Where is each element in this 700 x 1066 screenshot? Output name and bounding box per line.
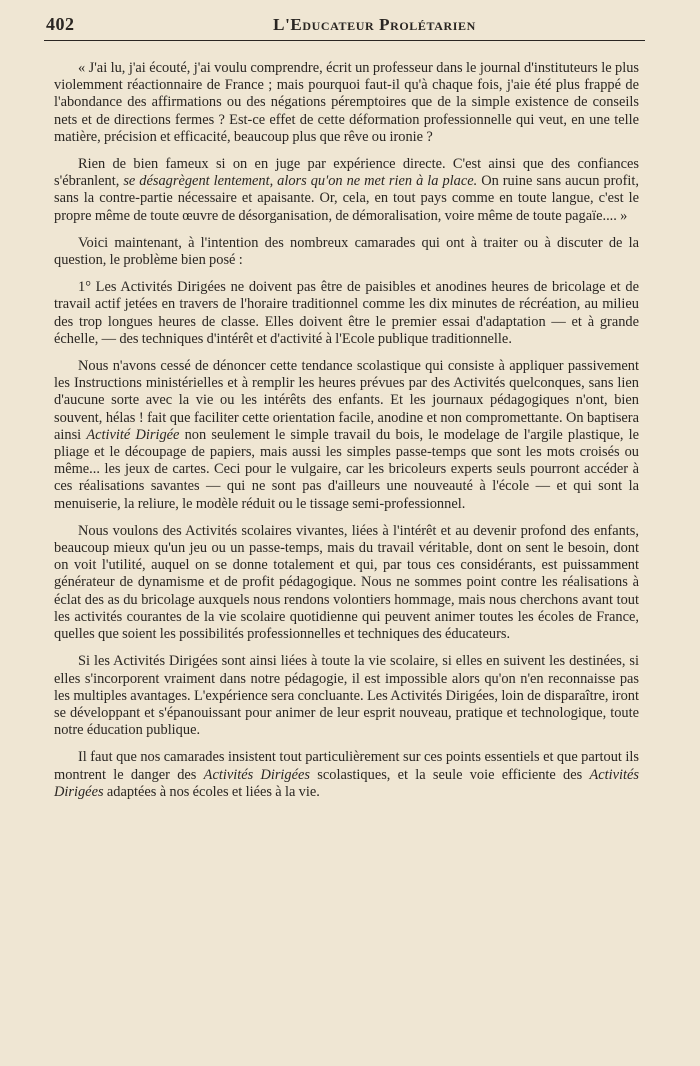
page-number: 402 xyxy=(46,14,75,34)
paragraph-text: non seulement le simple travail du bois, le modelage de l'argile plastique, le pliage et le découpage de papiers, mais aussi les simples passe-temps que sont les mots croisés ou même... les jeux de cartes. Ceci pour le vulgaire, car les bricoleurs experts seuls pourront accéder à ces réalisations savantes — qui ne sont pas d'ailleurs une nouveauté à l'école — et qui sont la menuiserie, la reliure, le modèle réduit ou le tissage semi-professionnel. xyxy=(54,426,639,512)
italic-phrase: Activités Dirigées xyxy=(54,766,640,800)
italic-phrase: Activité Dirigée xyxy=(86,426,180,443)
paragraph-vie-scolaire xyxy=(54,653,639,739)
journal-title: L'Educateur Prolétarien xyxy=(273,15,476,34)
page-header xyxy=(44,10,645,41)
paragraph-text: Nous voulons des Activités scolaires vivantes, liées à l'intérêt et au devenir profond des enfants, beaucoup mieux qu'un jeu ou un passe-temps, mais du travail véritable, dont on sent le besoin, dont on voit l'utilité, auquel on se donne totalement et qui, par tous ces considérants, est puissamment générateur de dynamisme et de profit pédagogique. Nous ne sommes point contre les réalisations à éclat des as du bricolage auxquels nous rendons volontiers hommage, mais nous cherchons avant tout les activités courantes de la vie scolaire quotidienne qui peuvent animer toutes les écoles de France, quelles que soient les possibilités professionnelles et techniques des éducateurs. xyxy=(54,522,639,643)
paragraph-text: « J'ai lu, j'ai écouté, j'ai voulu comprendre, écrit un professeur dans le journal d'instituteurs le plus violemment réactionnaire de France ; mais pourquoi faut-il qu'à chaque fois, j'aie été plus frappé de l'abondance des affirmations ou des négations péremptoires que de la simple existence de conseils nets et de directions fermes ? Est-ce effet de cette déformation professionnelle qui veut, en une telle matière, précision et efficacité, beaucoup plus que rêve ou ironie ? xyxy=(54,60,639,145)
paragraph-text: scolastiques, et la seule voie efficiente des xyxy=(310,766,590,783)
italic-phrase: Activités Dirigées xyxy=(203,766,311,783)
paragraph-text: Voici maintenant, à l'intention des nombreux camarades qui ont à traiter ou à discuter de la question, le problème bien posé : xyxy=(54,234,639,269)
paragraph-text: 1° Les Activités Dirigées ne doivent pas être de paisibles et anodines heures de bricolage et de travail actif jetées en travers de l'horaire traditionnel comme les dix minutes de récréation, au milieu des trop longues heures de classe. Elles doivent être le premier essai d'adaptation — et à grande échelle, — des techniques d'intérêt et d'activité à l'Ecole publique traditionnelle. xyxy=(54,279,639,347)
paragraph-text: Rien de bien fameux si on en juge par expérience directe. C'est ainsi que des confiances s'ébranlent, xyxy=(54,156,639,190)
paragraph-scolastique xyxy=(54,358,639,513)
paragraph-activites-vivantes xyxy=(54,523,639,643)
paragraph-quote-2 xyxy=(54,156,639,225)
paragraph-text: Si les Activités Dirigées sont ainsi liées à toute la vie scolaire, si elles en suivent les destinées, si elles s'incorporent vraiment dans notre pédagogie, il est impossible alors qu'on n'en reconnaisse pas les multiples avantages. L'expérience sera concluante. Les Activités Dirigées, loin de disparaître, iront se développant et s'épanouissant pour animer de leur esprit nouveau, pratique et technologique, toute notre éducation publique. xyxy=(54,653,639,739)
paragraph-conclusion xyxy=(54,749,639,801)
italic-phrase: se désagrègent lentement, alors qu'on ne met rien à la place. xyxy=(123,173,478,190)
paragraph-text: On ruine sans aucun profit, sans la contre-partie nécessaire et apaisante. Or, cela, en tout pays comme en toute langue, c'est le propre même de toute œuvre de désorganisation, de démoralisation, voire même de toute pagaïe.... » xyxy=(54,173,640,224)
article-body xyxy=(54,60,639,811)
paragraph-quote-1 xyxy=(54,60,639,146)
paragraph-text: Nous n'avons cessé de dénoncer cette tendance scolastique qui consiste à appliquer passivement les Instructions ministérielles et à remplir les heures prévues par des Activités quelconques, sans lien d'aucune sorte avec la vie ou les intérêts des enfants. Et les journaux pédagogiques n'ont, bien souvent, hélas ! fait que faciliter cette orientation facile, anodine et non compromettante. On baptisera ainsi xyxy=(54,358,639,443)
paragraph-text: adaptées à nos écoles et liées à la vie. xyxy=(103,783,320,800)
paragraph-point-1 xyxy=(54,279,639,348)
paragraph-text: Il faut que nos camarades insistent tout particulièrement sur ces points essentiels et que partout ils montrent le danger des xyxy=(54,749,639,783)
paragraph-intro xyxy=(54,235,639,269)
